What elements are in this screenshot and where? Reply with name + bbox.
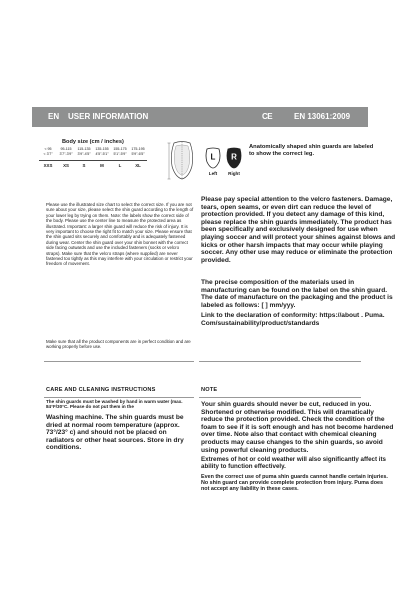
left-leg-label: Left — [208, 171, 218, 176]
note-paragraph: Your shin guards should never be cut, reduced in you. Shortened or otherwise modified. This will dramatically reduce the protection provided. Check the condition of the foam to see if it is soft enough and has not become hardened over time. Note also that contact with chemical cleaning products may cause changes to the shin guards, so avoid using powerful cleaning products. — [201, 401, 394, 454]
size-cm: 155-175 — [113, 147, 127, 151]
info-banner — [32, 107, 368, 127]
size-code: L — [118, 163, 122, 169]
size-inches: 5'1"-5'9" — [113, 151, 127, 156]
right-leg-icon — [224, 147, 244, 169]
size-row-codes — [39, 161, 147, 169]
right-leg-label: Right — [228, 171, 240, 176]
size-cm: 135-155 — [95, 147, 109, 151]
left-divider — [44, 361, 194, 362]
ce-mark-icon: CE — [262, 112, 273, 121]
fit-instructions: Please use the illustrated size chart to select the correct size. If you are not sure about your size, please select the shin guard according to the length of your lower leg by trying on them. Note: the labels show the correct side of the body. Please use the center line to measure the protected area as illustrated. Important: a larger shin guard will reduce the risk of injury. It is very important to choose the right fit to match your size. Please ensure that the shin guard sits securely and comfortably and is adequately fastened during wear. Center the shin guard over your shin bonnet with the correct side facing outwards and use the included fasteners (socks or velcro straps). Make sure that the velcro straps (where supplied) are never fastened too tightly as this may interfere with your circulation or restrict your freedom of movement. — [46, 202, 194, 267]
size-code: XXS — [43, 163, 53, 169]
size-inches: 4'5"-5'1" — [95, 151, 109, 156]
right-leg-letter: R — [231, 152, 237, 162]
size-inches: 3'9"-4'5" — [77, 151, 91, 156]
note-extremes: Extremes of hot or cold weather will also significantly affect its ability to function effectively. — [201, 456, 386, 470]
size-cm: < 95 — [44, 147, 52, 151]
size-cm: 95-115 — [60, 147, 72, 151]
care-wash-bold: The shin guards must be washed by hand in warm water (max. 84°F/30°C. Please do not put them in the — [46, 399, 183, 410]
size-inches: 3'7"-3'9" — [59, 151, 73, 156]
component-check-note: Make sure that all the product components are in perfect condition and are working properly before use. — [46, 339, 191, 350]
size-cm: 175-195 — [131, 147, 145, 151]
size-inches: < 3'7" — [43, 151, 53, 156]
shin-guard-icon — [165, 140, 199, 180]
size-code: XS — [63, 163, 69, 169]
left-leg-letter: L — [210, 152, 216, 162]
size-cm: 115-135 — [77, 147, 91, 151]
note-title-rule — [199, 397, 361, 398]
size-table-title: Body size (cm / inches) — [62, 139, 124, 145]
note-disclaimer: Even the correct use of puma shin guards cannot handle certain injuries. No shin guard can provide complete protection from injury. Puma does not accept any liability in these cases. — [201, 474, 388, 493]
banner-title: USER INFORMATION — [68, 112, 149, 121]
care-wash-text: Washing machine. The shin guards must be dried at normal room temperature (approx. 73°/23° c) and should not be placed on radiators or other heat sources. Store in dry conditions. — [46, 414, 184, 452]
size-code: XL — [135, 163, 141, 169]
note-title: NOTE — [201, 387, 218, 393]
composition-paragraph: The precise composition of the materials used in manufacturing can be found on the label on the shin guard. The date of manufacture on the packaging and the product is labeled as follows: [ ] mm/yyy. — [201, 279, 393, 309]
velcro-paragraph: Please pay special attention to the velcro fasteners. Damage, tears, open seams, or even dirt can reduce the level of protection provided. If you detect any damage of this kind, please replace the shin guards immediately. The product has been specifically and exclusively designed for use when playing soccer and will protect your shines against blows and kicks or other harsh impacts that may occur while playing soccer. Any other use may reduce or eliminate the protection provided. — [201, 196, 396, 264]
care-title-rule — [44, 397, 194, 398]
size-table — [39, 147, 147, 169]
language-code: EN — [48, 112, 60, 121]
size-code: S — [82, 163, 86, 169]
anatomic-note: Anatomically shaped shin guards are labeled to show the correct leg. — [249, 144, 374, 157]
conformity-link: Link to the declaration of conformity: https://about . Puma. Com/sustainability/product/standards — [201, 312, 385, 327]
standard-number: EN 13061:2009 — [294, 112, 351, 121]
size-code: M — [100, 163, 104, 169]
care-title: CARE AND CLEANING INSTRUCTIONS — [46, 387, 156, 393]
size-inches: 5'9"-6'5" — [131, 151, 145, 156]
left-leg-icon — [203, 147, 223, 169]
right-divider — [199, 361, 361, 362]
